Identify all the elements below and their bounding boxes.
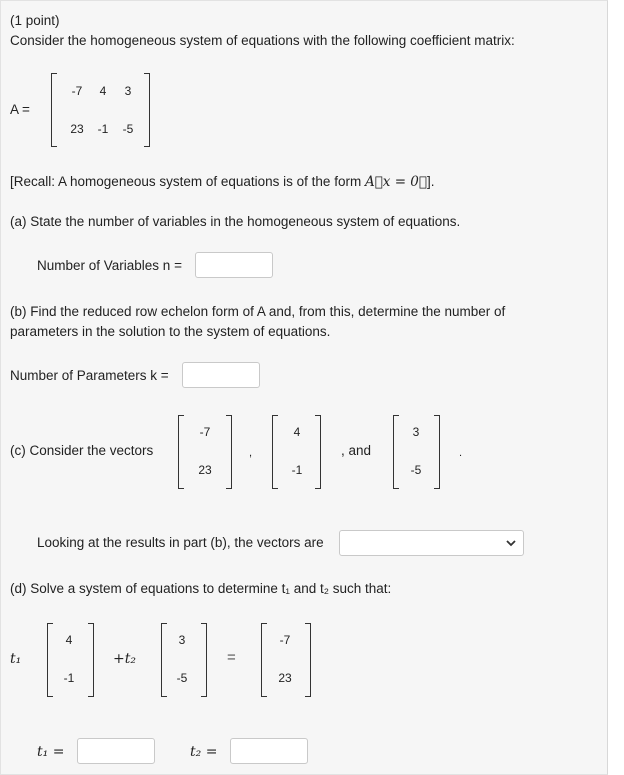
u3-entry: -7 [279,633,291,647]
part-b-question-line2: parameters in the solution to the system of equations. [10,324,331,339]
part-d-question: (d) Solve a system of equations to determine t₁ and t₂ such that: [10,581,392,596]
vector3-entry: -5 [410,463,422,477]
vector1-right-bracket [226,415,232,489]
points-label: (1 point) [10,13,60,28]
vector3-entry: 3 [412,425,420,439]
vector1-entry: 23 [198,463,212,477]
parameters-label: Number of Parameters k = [10,368,169,383]
u1-entry: 4 [65,633,73,647]
t2-label: t₂ = [190,744,218,760]
intro-text: Consider the homogeneous system of equations with the following coefficient matrix: [10,33,515,48]
vector3-right-bracket [434,415,440,489]
t1-input[interactable] [77,738,155,764]
part-b-question-line1: (b) Find the reduced row echelon form of A and, from this, determine the number of [10,304,506,319]
variables-input[interactable] [195,252,273,278]
matrix-cell: 23 [70,122,84,136]
u2-entry: -5 [176,671,188,685]
vector1-entry: -7 [199,425,211,439]
matrix-cell: 4 [99,84,107,98]
u3-entry: 23 [278,671,292,685]
t2-input[interactable] [230,738,308,764]
vector2-entry: -1 [291,463,303,477]
vector2-left-bracket [272,415,278,489]
u3-right-bracket [305,623,311,697]
matrix-cell: -5 [122,122,134,136]
vector1-left-bracket [178,415,184,489]
u1-left-bracket [47,623,53,697]
matrix-label: A = [10,102,30,117]
t1-coefficient: t₁ [10,651,22,667]
equals-sign: = [227,649,236,666]
part-a-question: (a) State the number of variables in the homogeneous system of equations. [10,214,461,229]
recall-equation: A⃗x = 0⃗ [364,174,428,190]
chevron-down-icon [505,537,517,549]
recall-prefix: [Recall: A homogeneous system of equations is of the form [10,174,365,189]
variables-label: Number of Variables n = [37,258,182,273]
vectors-select[interactable] [339,530,524,556]
u2-right-bracket [201,623,207,697]
t1-label: t₁ = [37,744,65,760]
matrix-left-bracket [51,73,57,147]
period: . [459,447,463,459]
u1-right-bracket [88,623,94,697]
recall-text [10,174,435,190]
matrix-cell: -7 [71,84,83,98]
matrix-cell: 3 [124,84,132,98]
recall-suffix: ]. [427,174,435,189]
vector3-left-bracket [393,415,399,489]
and-text: , and [341,443,372,458]
looking-text: Looking at the results in part (b), the vectors are [37,535,324,550]
vector2-right-bracket [315,415,321,489]
u3-left-bracket [261,623,267,697]
vector-separator: , [249,447,253,459]
matrix-right-bracket [144,73,150,147]
parameters-input[interactable] [182,362,260,388]
part-c-label: (c) Consider the vectors [10,443,154,458]
u2-entry: 3 [178,633,186,647]
matrix-cell: -1 [97,122,109,136]
t2-coefficient: +t₂ [113,651,136,667]
vector2-entry: 4 [293,425,301,439]
u1-entry: -1 [63,671,75,685]
